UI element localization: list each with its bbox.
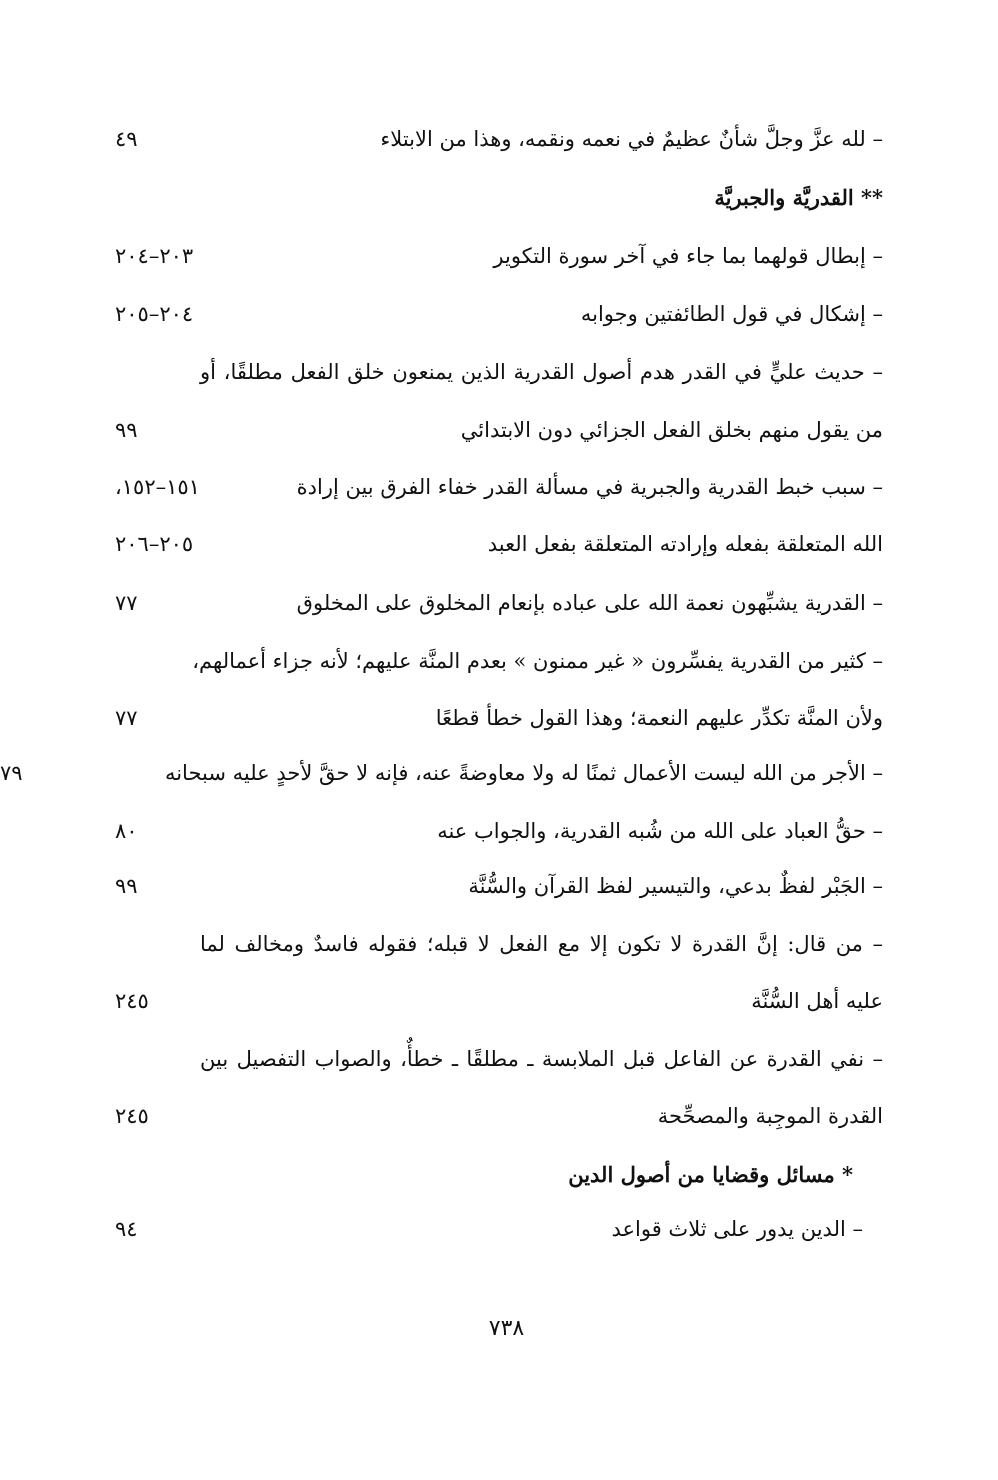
index-entry [115, 641, 883, 681]
index-entry [115, 524, 883, 564]
index-entry [115, 811, 883, 851]
entry-pages: ١٥١–١٥٢، [115, 475, 200, 499]
index-entry [115, 924, 883, 964]
entry-text: – من قال: إنَّ القدرة لا تكون إلا مع الفعل لا قبله؛ فقوله فاسدٌ ومخالف لما [200, 932, 883, 956]
index-entry [115, 294, 883, 334]
entry-text: – إبطال قولهما بما جاء في آخر سورة التكوير [493, 244, 883, 268]
index-entry [115, 352, 883, 392]
index-entry [115, 410, 883, 450]
index-entry [115, 866, 883, 906]
entry-text: – حديث عليٍّ في القدر هدم أصول القدرية الذين يمنعون خلق الفعل مطلقًا، أو [200, 360, 883, 384]
entry-pages: ٩٩ [115, 874, 138, 898]
entry-text: – الجَبْر لفظٌ بدعي، والتيسير لفظ القرآن والسُّنَّة [468, 874, 883, 898]
entry-pages: ٢٠٤–٢٠٥ [115, 302, 194, 326]
entry-pages: ٢٠٣–٢٠٤ [115, 244, 194, 268]
entry-pages: ٢٤٥ [115, 989, 149, 1013]
entry-pages: ٧٩ [0, 761, 23, 785]
index-entry [115, 981, 883, 1021]
section-heading [115, 1154, 883, 1194]
index-entry [115, 467, 883, 507]
entry-text: ولأن المنَّة تكدِّر عليهم النعمة؛ وهذا القول خطأ قطعًا [435, 706, 883, 730]
entry-text: – لله عزَّ وجلَّ شأنٌ عظيمٌ في نعمه ونقمه، وهذا من الابتلاء [380, 127, 883, 151]
entry-text: – الدين يدور على ثلاث قواعد [611, 1217, 863, 1241]
index-entry [115, 236, 883, 276]
entry-pages: ٩٤ [115, 1217, 138, 1241]
entry-text: القدرة الموجِبة والمصحِّحة [657, 1104, 883, 1128]
index-entry [115, 698, 883, 738]
index-entry [115, 1209, 883, 1249]
entry-text: – الأجر من الله ليست الأعمال ثمنًا له ولا معاوضةً عنه، فإنه لا حقَّ لأحدٍ عليه سبحانه [164, 761, 883, 785]
index-entry [115, 119, 883, 159]
entry-text: – القدرية يشبِّهون نعمة الله على عباده بإنعام المخلوق على المخلوق [296, 591, 883, 615]
entry-text: – نفي القدرة عن الفاعل قبل الملابسة ـ مطلقًا ـ خطأٌ، والصواب التفصيل بين [200, 1047, 883, 1071]
heading-text: * مسائل وقضايا من أصول الدين [568, 1161, 853, 1187]
section-heading [115, 177, 883, 217]
entry-pages: ٧٧ [115, 591, 138, 615]
entry-pages: ٨٠ [115, 819, 138, 843]
page-number: ٧٣٨ [488, 1316, 525, 1341]
heading-text: ** القدريَّة والجبريَّة [714, 184, 883, 210]
entry-text: الله المتعلقة بفعله وإرادته المتعلقة بفعل العبد [487, 532, 883, 556]
index-entry [115, 1039, 883, 1079]
entry-pages: ٢٠٥–٢٠٦ [115, 532, 194, 556]
entry-text: عليه أهل السُّنَّة [751, 989, 883, 1013]
entry-text: – إشكال في قول الطائفتين وجوابه [580, 302, 883, 326]
index-entry [115, 583, 883, 623]
entry-pages: ٤٩ [115, 127, 138, 151]
entry-text: – كثير من القدرية يفسِّرون « غير ممنون » بعدم المنَّة عليهم؛ لأنه جزاء أعمالهم، [192, 649, 883, 673]
entry-text: – حقُّ العباد على الله من شُبه القدرية، والجواب عنه [437, 819, 883, 843]
entry-pages: ٩٩ [115, 418, 138, 442]
entry-pages: ٢٤٥ [115, 1104, 149, 1128]
index-entry [115, 1096, 883, 1136]
entry-text: من يقول منهم بخلق الفعل الجزائي دون الابتدائي [460, 418, 883, 442]
index-entry [0, 753, 883, 793]
entry-pages: ٧٧ [115, 706, 138, 730]
entry-text: – سبب خبط القدرية والجبرية في مسألة القدر خفاء الفرق بين إرادة [296, 475, 883, 499]
